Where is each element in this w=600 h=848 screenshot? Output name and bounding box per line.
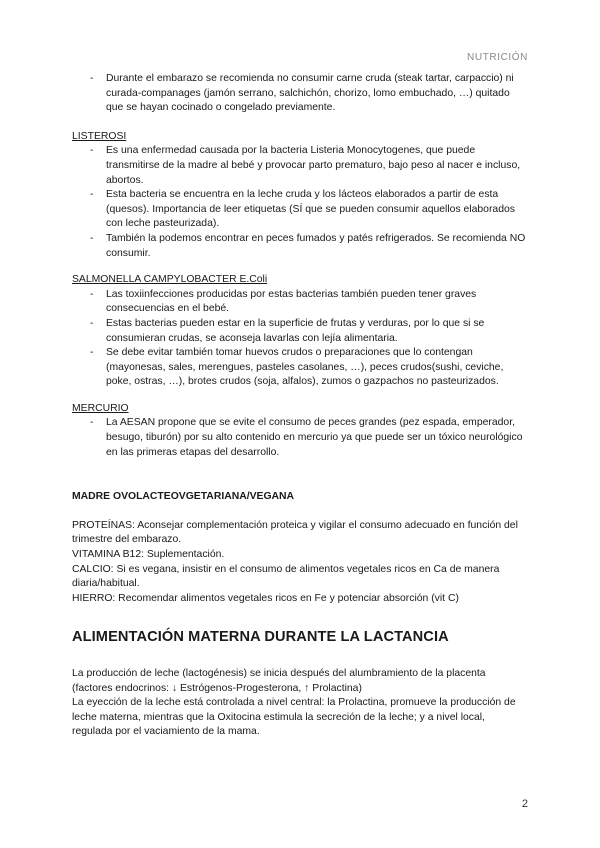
list-item: - Es una enfermedad causada por la bacteria Listeria Monocytogenes, que puede transmitirse de la madre al bebé y provocar parto prematuro, bajo peso al nacer e incluso, abortos. — [90, 145, 521, 186]
section-title-salmonella: SALMONELLA CAMPYLOBACTER E.Coli — [72, 274, 268, 286]
list-item: - Estas bacterias pueden estar en la superficie de frutas y verduras, por lo que si se consumieran crudas, se aconseja lavarlas con lejía alimentaria. — [90, 317, 485, 344]
page-number: 2 — [521, 798, 528, 810]
section-title-listeriosis: LISTEROSI — [72, 130, 127, 142]
list-item: - Durante el embarazo se recomienda no consumir carne cruda (steak tartar, carpaccio) ni curada-companages (jamón serrano, salchichón, chorizo, lomo embuchado, …) quitado que se hayan cocinado o congelado previamente. — [90, 73, 514, 114]
list-item: - Se debe evitar también tomar huevos crudos o preparaciones que lo contengan (mayonesas, sales, merengues, pasteles casolanes, …), peces crudos(sushi, ceviche, poke, ostras, …), brotes crudos (soja, alfalos), zumos o gazpachos no pasteurizados. — [90, 347, 504, 388]
paragraph: PROTEÍNAS: Aconsejar complementación proteica y vigilar el consumo adecuado en función del trimestre del embarazo. — [72, 519, 518, 546]
paragraph: VITAMINA B12: Suplementación. — [72, 549, 225, 561]
salmonella-bullet-list — [72, 288, 528, 390]
section-title-madre-vegetariana: MADRE OVOLACTEOVGETARIANA/VEGANA — [72, 491, 295, 503]
paragraph: HIERRO: Recomendar alimentos vegetales ricos en Fe y potenciar absorción (vit C) — [72, 592, 459, 604]
list-item: - También la podemos encontrar en peces fumados y patés refrigerados. Se recomienda NO consumir. — [90, 232, 526, 259]
document-body — [72, 72, 528, 740]
paragraph: La producción de leche (lactogénesis) se inicia después del alumbramiento de la placenta (factores endocrinos: ↓ Estrógenos-Progesterona, ↑ Prolactina) — [72, 668, 486, 694]
madre-paragraphs — [72, 519, 528, 607]
paragraph: CALCIO: Si es vegana, insistir en el consumo de alimentos vegetales ricos en Ca de manera diaria/habitual. — [72, 563, 500, 590]
heading-lactancia: ALIMENTACIÓN MATERNA DURANTE LA LACTANCIA — [72, 629, 449, 646]
list-item: - La AESAN propone que se evite el consumo de peces grandes (pez espada, emperador, besugo, tiburón) por su alto contenido en mercurio ya que puede ser un tóxico neurológico en las primeras etapas del desarrollo. — [90, 417, 523, 458]
running-header: NUTRICIÓN — [467, 52, 528, 63]
mercurio-bullet-list — [72, 416, 528, 460]
paragraph: La eyección de la leche está controlada a nivel central: la Prolactina, promueve la producción de leche materna, mientras que la Oxitocina estimula la secreción de la leche; y a nivel local, regulada por el vaciamiento de la mama. — [72, 697, 516, 738]
list-item: - Las toxiinfecciones producidas por estas bacterias también pueden tener graves consecuencias en el bebé. — [90, 288, 477, 315]
list-item: - Esta bacteria se encuentra en la leche cruda y los lácteos elaborados a partir de esta (quesos). Importancia de leer etiquetas (SÍ que se pueden consumir aquellos elaborados con leche pasteurizada). — [90, 189, 515, 230]
section-title-mercurio: MERCURIO — [72, 402, 129, 414]
listeriosis-bullet-list — [72, 144, 528, 261]
intro-bullet-list — [72, 72, 528, 116]
